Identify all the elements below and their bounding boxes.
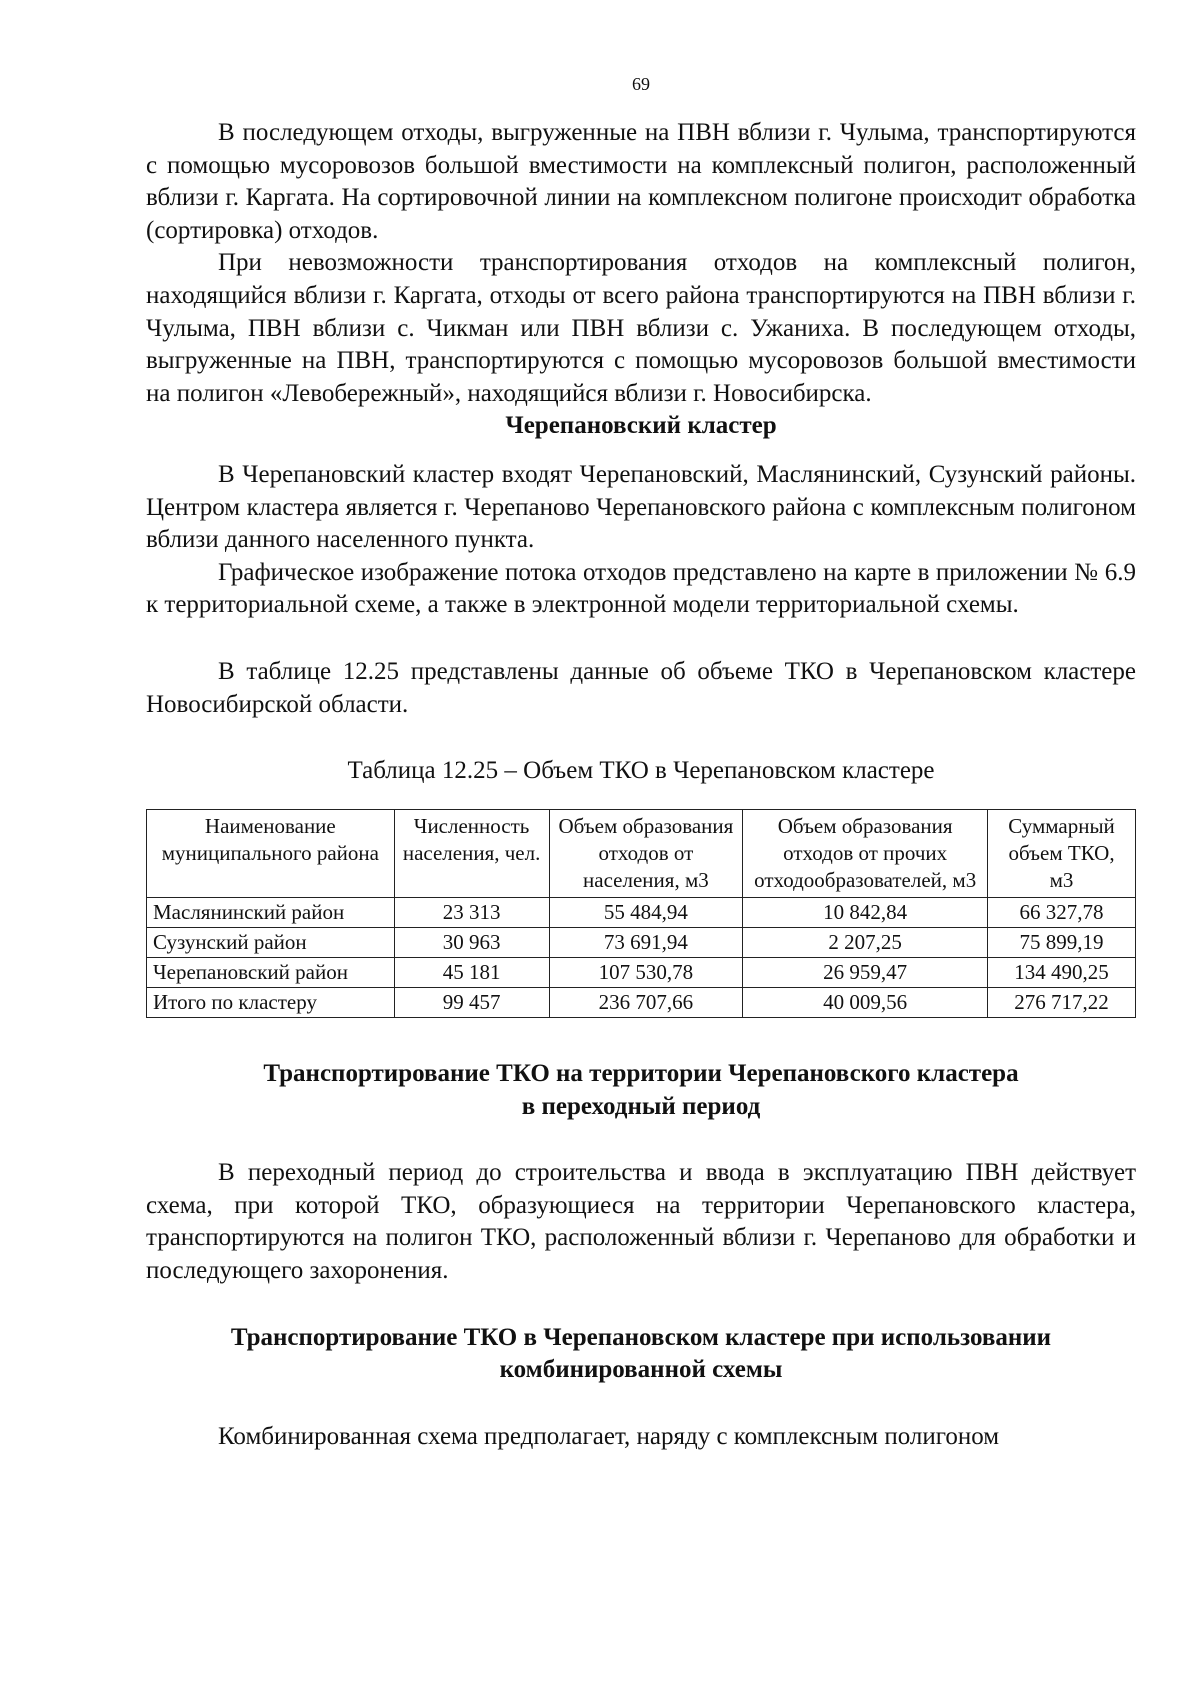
table-row <box>147 928 1136 958</box>
section-heading-transitional <box>146 1058 1136 1123</box>
header-population: Численность населения, чел. <box>394 810 549 898</box>
cell-volume-population: 73 691,94 <box>549 928 743 958</box>
table-row <box>147 898 1136 928</box>
cell-volume-other: 10 842,84 <box>743 898 988 928</box>
section-heading-combined <box>146 1322 1136 1387</box>
page-number: 69 <box>632 74 650 94</box>
table-row <box>147 958 1136 988</box>
cell-district: Черепановский район <box>147 958 395 988</box>
cell-population: 99 457 <box>394 988 549 1018</box>
section-heading-cluster: Черепановский кластер <box>505 412 777 440</box>
cell-district: Маслянинский район <box>147 898 395 928</box>
cell-volume-population: 236 707,66 <box>549 988 743 1018</box>
heading-line: Транспортирование ТКО на территории Черепановского кластера <box>263 1060 1019 1088</box>
cell-population: 30 963 <box>394 928 549 958</box>
cell-volume-population: 55 484,94 <box>549 898 743 928</box>
cell-volume-total: 66 327,78 <box>988 898 1136 928</box>
paragraph: В Черепановский кластер входят Черепановский, Маслянинский, Сузунский районы. Центром кластера является г. Черепаново Черепановского района с комплексным полигоном вблизи данного населенного пункта. <box>146 460 1136 554</box>
cell-volume-total: 134 490,25 <box>988 958 1136 988</box>
heading-line: Транспортирование ТКО в Черепановском кластере при использовании <box>230 1323 1052 1351</box>
paragraph: Графическое изображение потока отходов представлено на карте в приложении № 6.9 к территориальной схеме, а также в электронной модели территориальной схемы. <box>146 558 1136 619</box>
cell-district: Итого по кластеру <box>147 988 395 1018</box>
paragraph: В переходный период до строительства и ввода в эксплуатацию ПВН действует схема, при которой ТКО, образующиеся на территории Черепановского кластера, транспортируются на полигон ТКО, расположенный вблизи г. Черепаново для обработки и последующего захоронения. <box>146 1159 1136 1285</box>
cell-volume-total: 75 899,19 <box>988 928 1136 958</box>
cell-population: 45 181 <box>394 958 549 988</box>
header-volume-population: Объем образования отходов от населения, м3 <box>549 810 743 898</box>
paragraph: В последующем отходы, выгруженные на ПВН вблизи г. Чулыма, транспортируются с помощью мусоровозов большой вместимости на комплексный полигон, расположенный вблизи г. Каргата. На сортировочной линии на комплексном полигоне происходит обработка (сортировка) отходов. <box>146 119 1136 244</box>
paragraph: Комбинированная схема предполагает, наряду с комплексным полигоном <box>218 1422 1000 1450</box>
table-caption: Таблица 12.25 – Объем ТКО в Черепановском кластере <box>347 757 935 785</box>
cell-volume-total: 276 717,22 <box>988 988 1136 1018</box>
heading-line: комбинированной схемы <box>499 1356 783 1384</box>
text-flow <box>146 117 1136 1453</box>
cell-volume-other: 2 207,25 <box>743 928 988 958</box>
paragraph: При невозможности транспортирования отходов на комплексный полигон, находящийся вблизи г. Каргата, отходы от всего района транспортируются на ПВН вблизи г. Чулыма, ПВН вблизи с. Чикман или ПВН вблизи с. Ужаниха. В последующем отходы, выгруженные на ПВН, транспортируются с помощью мусоровозов большой вместимости на полигон «Левобережный», находящийся вблизи г. Новосибирска. <box>146 249 1136 407</box>
cell-volume-other: 26 959,47 <box>743 958 988 988</box>
cell-volume-population: 107 530,78 <box>549 958 743 988</box>
header-volume-other: Объем образования отходов от прочих отходообразователей, м3 <box>743 810 988 898</box>
cell-population: 23 313 <box>394 898 549 928</box>
data-table <box>146 809 1136 1018</box>
header-district: Наименование муниципального района <box>147 810 395 898</box>
header-volume-total: Суммарный объем ТКО, м3 <box>988 810 1136 898</box>
heading-line: в переходный период <box>521 1092 761 1120</box>
cell-volume-other: 40 009,56 <box>743 988 988 1018</box>
table-row-total <box>147 988 1136 1018</box>
table-header-row <box>147 810 1136 898</box>
cell-district: Сузунский район <box>147 928 395 958</box>
paragraph-table-intro: В таблице 12.25 представлены данные об объеме ТКО в Черепановском кластере Новосибирской области. <box>146 657 1136 718</box>
